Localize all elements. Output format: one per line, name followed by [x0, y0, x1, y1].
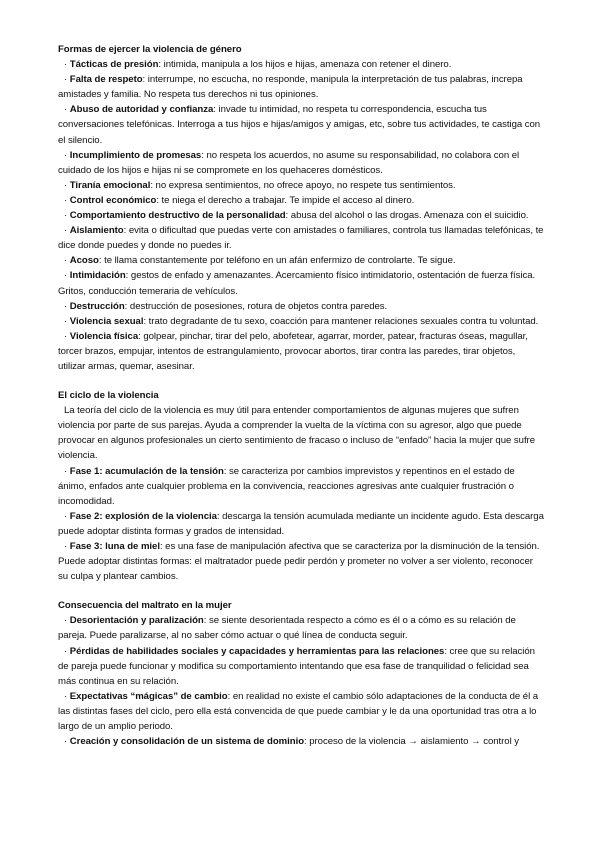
item-term: Abuso de autoridad y confianza — [69, 104, 214, 116]
item-text: : cree que su relación de pareja puede funcionar y modifica su comportamiento intentando que esa fase de tranquilidad o felicidad sea más continua en su relación. — [58, 645, 535, 687]
item-term: Acoso — [69, 255, 99, 267]
item-term: Fase 2: explosión de la violencia — [69, 510, 217, 522]
list-item: · Fase 2: explosión de la violencia: descarga la tensión acumulada mediante un incidente agudo. Esta descarga puede adoptar distinta formas y grados de intensidad. — [58, 510, 544, 537]
section-title: Consecuencia del maltrato en la mujer — [58, 600, 232, 612]
list-item: · Violencia sexual: trato degradante de tu sexo, coacción para mantener relaciones sexuales contra tu voluntad. — [64, 315, 539, 327]
list-item: · Control económico: te niega el derecho a trabajar. Te impide el acceso al dinero. — [64, 194, 415, 206]
list-item: · Aislamiento: evita o dificultad que puedas verte con amistades o familiares, controla tus llamadas telefónicas, te dice donde puedes y donde no puedes ir. — [58, 225, 544, 252]
section-consecuencias — [58, 598, 544, 749]
item-term: Destrucción — [69, 300, 125, 312]
section-title: Formas de ejercer la violencia de género — [58, 44, 242, 55]
item-text: : proceso de la violencia → aislamiento → control y — [304, 736, 520, 748]
item-term: Falta de respeto — [69, 74, 143, 86]
item-term: Violencia sexual — [69, 315, 144, 327]
item-term: Pérdidas de habilidades sociales y capacidades y herramientas para las relaciones — [69, 645, 445, 657]
item-text: : no expresa sentimientos, no ofrece apoyo, no respete tus sentimientos. — [150, 179, 456, 191]
list-item: · Fase 1: acumulación de la tensión: se caracteriza por cambios imprevistos y repentinos en el estado de ánimo, enfados ante cualquier problema en la convivencia, reacciones agresivas ante cualquier frustración o incomodidad. — [58, 465, 515, 507]
list-item: · Abuso de autoridad y confianza: invade tu intimidad, no respeta tu correspondencia, escucha tus conversaciones telefónicas. Interroga a tus hijos e hijas/amigos y amigas, etc, sobre tus actividades, te castiga con el silencio. — [58, 104, 541, 146]
list-item: · Tácticas de presión: intimida, manipula a los hijos e hijas, amenaza con retener el dinero. — [64, 59, 452, 71]
list-item: · Violencia física: golpear, pinchar, tirar del pelo, abofetear, agarrar, morder, patear, fracturas óseas, magullar, torcer brazos, empujar, intentos de estrangulamiento, provocar abortos, tirar contra las paredes, tirar objetos, utilizar armas, quemar, asesinar. — [58, 330, 528, 372]
item-text: : descarga la tensión acumulada mediante un incidente agudo. Esta descarga puede adoptar distinta formas y grados de intensidad. — [58, 510, 544, 537]
document-page — [58, 42, 544, 749]
item-text: : invade tu intimidad, no respeta tu correspondencia, escucha tus conversaciones telefónicas. Interroga a tus hijos e hijas/amigos y amigas, etc, sobre tus actividades, te castiga con el silencio. — [58, 104, 541, 146]
item-term: Control económico — [69, 194, 157, 206]
list-item: · Desorientación y paralización: se siente desorientada respecto a cómo es él o a cómo es su relación de pareja. Puede paralizarse, al no saber cómo actuar o qué línea de conducta seguir. — [58, 615, 516, 642]
item-term: Fase 1: acumulación de la tensión — [69, 465, 224, 477]
item-text: : destrucción de posesiones, rotura de objetos contra paredes. — [124, 300, 388, 312]
list-item: · Destrucción: destrucción de posesiones, rotura de objetos contra paredes. — [64, 300, 388, 312]
list-item: · Intimidación: gestos de enfado y amenazantes. Acercamiento físico intimidatorio, ostentación de fuerza física. Gritos, conducción temeraria de vehículos. — [58, 270, 536, 297]
item-text: : abusa del alcohol o las drogas. Amenaza con el suicidio. — [285, 210, 529, 222]
list-item: · Tiranía emocional: no expresa sentimientos, no ofrece apoyo, no respete tus sentimientos. — [64, 179, 456, 191]
item-text: : se caracteriza por cambios imprevistos y repentinos en el estado de ánimo, enfados ante cualquier problema en la convivencia, reacciones agresivas ante cualquier frustración o incomodidad. — [58, 465, 515, 507]
item-text: : en realidad no existe el cambio sólo adaptaciones de la conducta de él a las distintas fases del ciclo, pero ella está convencida de que puede cambiar y le da una oportunidad tras otra a lo largo de un amplio periodo. — [58, 690, 539, 733]
item-term: Desorientación y paralización — [69, 615, 204, 627]
item-term: Fase 3: luna de miel — [69, 541, 160, 552]
item-text: : te niega el derecho a trabajar. Te impide el acceso al dinero. — [156, 194, 415, 206]
item-text: : trato degradante de tu sexo, coacción para mantener relaciones sexuales contra tu voluntad. — [143, 315, 539, 327]
item-term: Intimidación — [69, 270, 126, 282]
section-ciclo-violencia — [58, 388, 544, 584]
item-text: : es una fase de manipulación afectiva que se caracteriza por la disminución de la tensión. Puede adoptar distintas formas: el maltratador puede pedir perdón y prometer no volver a ser violento, reconocer su culpa y plantear cambios. — [58, 541, 540, 583]
item-text: : interrumpe, no escucha, no responde, manipula la interpretación de tus palabras, increpa amistades y familia. No respeta tus derechos ni tus opiniones. — [58, 74, 523, 101]
section-formas-violencia — [58, 42, 544, 374]
list-item: · Comportamiento destructivo de la personalidad: abusa del alcohol o las drogas. Amenaza con el suicidio. — [64, 210, 529, 222]
list-item: · Acoso: te llama constantemente por teléfono en un afán enfermizo de controlarte. Te sigue. — [64, 255, 456, 267]
list-item: · Incumplimiento de promesas: no respeta los acuerdos, no asume su responsabilidad, no colabora con el cuidado de los hijos e hijas ni se compromete en los quehaceres domésticos. — [58, 149, 520, 176]
item-text: : golpear, pinchar, tirar del pelo, abofetear, agarrar, morder, patear, fracturas óseas, magullar, torcer brazos, empujar, intentos de estrangulamiento, provocar abortos, tirar contra las paredes, tirar objetos, utilizar armas, quemar, asesinar. — [58, 330, 528, 372]
bullet-list — [58, 613, 544, 749]
section-intro: La teoría del ciclo de la violencia es muy útil para entender comportamientos de algunas mujeres que sufren violencia por parte de sus parejas. Ayuda a comprender la vuelta de la víctima con su agresor, algo que puede provocar en algunos profesionales un cierto sentimiento de fracaso o incluso de “enfado” hacia la mujer que sufre violencia. — [58, 405, 535, 462]
bullet-list — [58, 57, 544, 374]
item-term: Aislamiento — [69, 225, 124, 237]
list-item: · Expectativas “mágicas” de cambio: en realidad no existe el cambio sólo adaptaciones de la conducta de él a las distintas fases del ciclo, pero ella está convencida de que puede cambiar y le da una oportunidad tras otra a lo largo de un amplio periodo. — [58, 690, 539, 733]
item-text: : evita o dificultad que puedas verte con amistades o familiares, controla tus llamadas telefónicas, te dice donde puedes y donde no puedes ir. — [58, 225, 544, 252]
list-item: · Creación y consolidación de un sistema de dominio: proceso de la violencia → aislamiento → control y — [64, 736, 520, 748]
item-term: Tiranía emocional — [69, 179, 151, 191]
item-term: Tácticas de presión — [69, 59, 159, 71]
item-text: : se siente desorientada respecto a cómo es él o a cómo es su relación de pareja. Puede paralizarse, al no saber cómo actuar o qué línea de conducta seguir. — [58, 615, 516, 642]
item-term: Expectativas “mágicas” de cambio — [69, 690, 228, 702]
item-term: Creación y consolidación de un sistema de dominio — [69, 736, 305, 748]
section-title: El ciclo de la violencia — [58, 390, 159, 402]
item-term: Comportamiento destructivo de la personalidad — [69, 210, 286, 222]
item-text: : no respeta los acuerdos, no asume su responsabilidad, no colabora con el cuidado de los hijos e hijas ni se compromete en los quehaceres domésticos. — [58, 149, 520, 176]
list-item: · Fase 3: luna de miel: es una fase de manipulación afectiva que se caracteriza por la disminución de la tensión. Puede adoptar distintas formas: el maltratador puede pedir perdón y prometer no volver a ser violento, reconocer su culpa y plantear cambios. — [58, 541, 540, 583]
bullet-list — [58, 464, 544, 585]
list-item: · Pérdidas de habilidades sociales y capacidades y herramientas para las relaciones: cree que su relación de pareja puede funcionar y modifica su comportamiento intentando que esa fase de tranquilidad o felicidad sea más continua en su relación. — [58, 645, 535, 687]
item-text: : intimida, manipula a los hijos e hijas, amenaza con retener el dinero. — [158, 59, 452, 71]
item-text: : te llama constantemente por teléfono en un afán enfermizo de controlarte. Te sigue. — [98, 255, 456, 267]
item-text: : gestos de enfado y amenazantes. Acercamiento físico intimidatorio, ostentación de fuerza física. Gritos, conducción temeraria de vehículos. — [58, 270, 536, 297]
item-term: Violencia física — [69, 330, 139, 342]
list-item: · Falta de respeto: interrumpe, no escucha, no responde, manipula la interpretación de tus palabras, increpa amistades y familia. No respeta tus derechos ni tus opiniones. — [58, 74, 523, 101]
item-term: Incumplimiento de promesas — [69, 149, 202, 161]
